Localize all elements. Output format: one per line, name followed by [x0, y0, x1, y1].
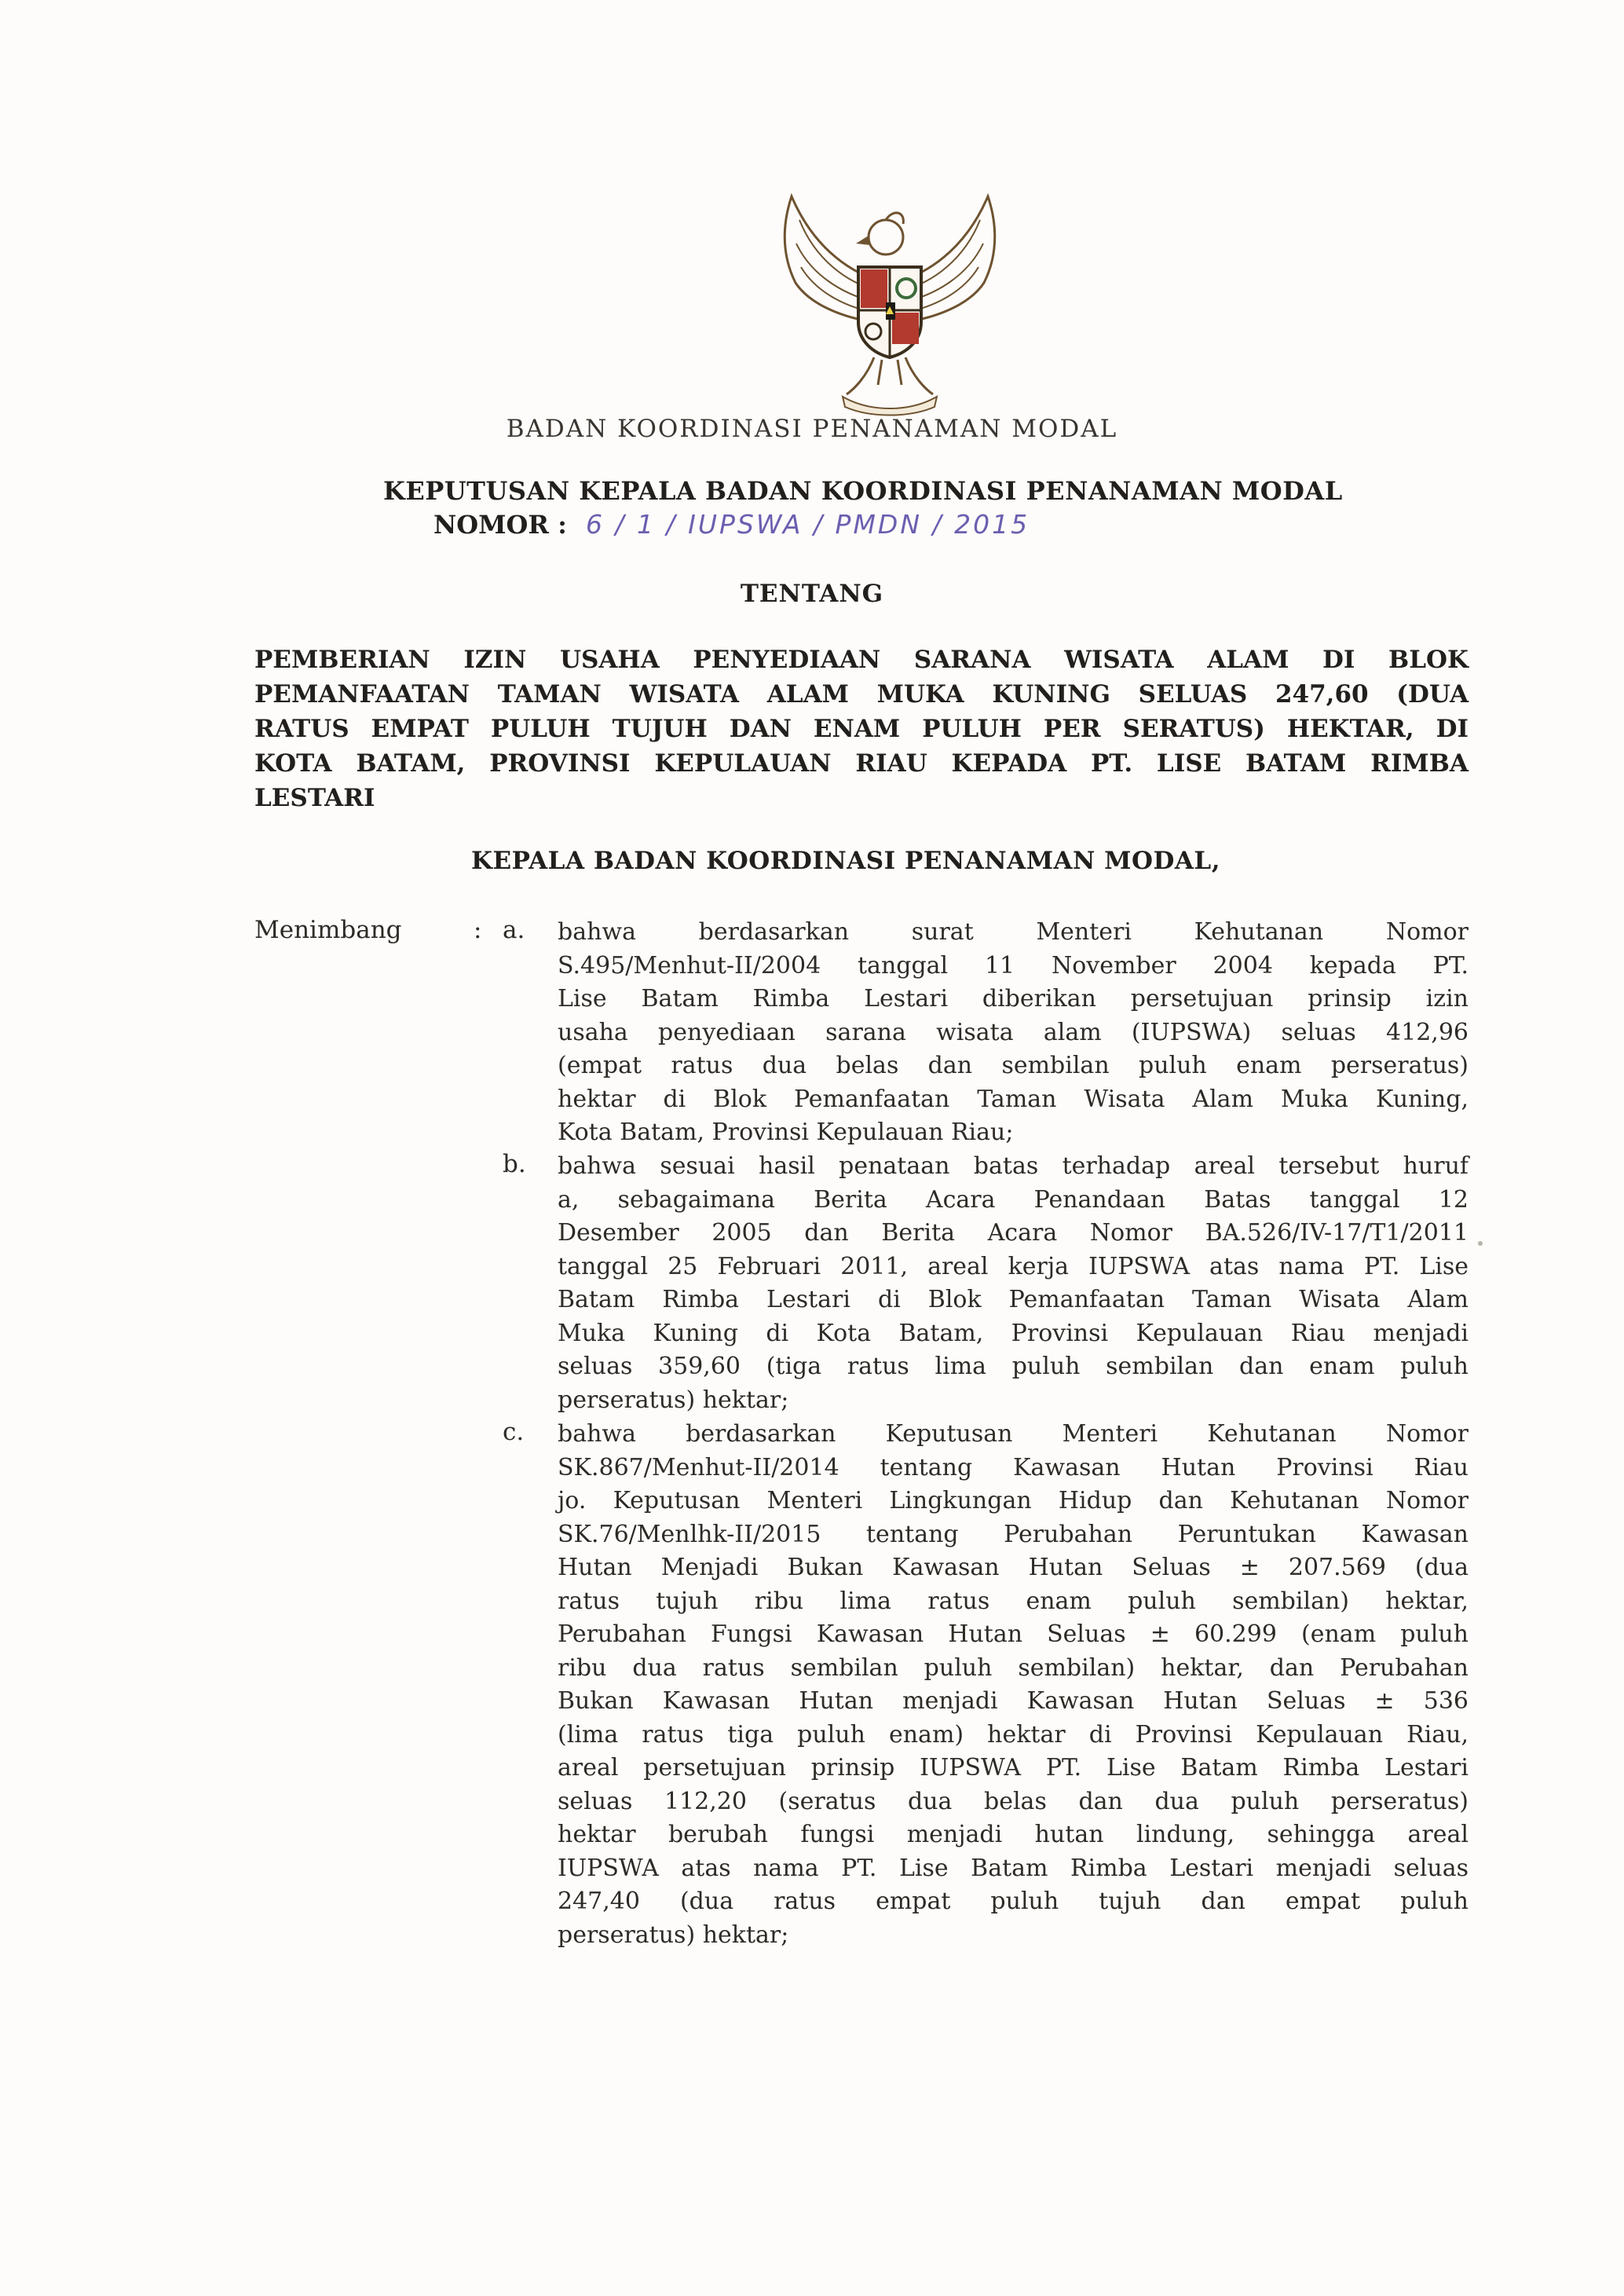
subject-line: LESTARI — [254, 784, 375, 812]
item-line: S.495/Menhut-II/2004 tanggal 11 November 2004 kepada PT. — [558, 951, 1469, 980]
item-line: Perubahan Fungsi Kawasan Hutan Seluas ± 60.299 (enam puluh — [558, 1620, 1469, 1648]
item-line: usaha penyediaan sarana wisata alam (IUPSWA) seluas 412,96 — [558, 1018, 1469, 1046]
item-line: seluas 359,60 (tiga ratus lima puluh sembilan dan enam puluh — [558, 1353, 1469, 1380]
decree-subject — [254, 643, 1469, 815]
considering-colon: : — [474, 916, 482, 944]
item-line: areal persetujuan prinsip IUPSWA PT. Lise Batam Rimba Lestari — [558, 1754, 1469, 1782]
decree-number-handwritten: 6 / 1 / IUPSWA / PMDN / 2015 — [585, 509, 1030, 540]
item-line: jo. Keputusan Menteri Lingkungan Hidup dan Kehutanan Nomor — [558, 1487, 1469, 1514]
item-line: tanggal 25 Februari 2011, areal kerja IUPSWA atas nama PT. Lise — [558, 1252, 1469, 1280]
item-line: seluas 112,20 (seratus dua belas dan dua puluh perseratus) — [558, 1787, 1469, 1815]
agency-name: BADAN KOORDINASI PENANAMAN MODAL — [506, 415, 1118, 443]
item-line: ratus tujuh ribu lima ratus enam puluh sembilan) hektar, — [558, 1587, 1469, 1615]
decree-number-label: NOMOR : — [433, 510, 567, 540]
item-line: Desember 2005 dan Berita Acara Nomor BA.526/IV-17/T1/2011 — [558, 1219, 1469, 1247]
head-official-title: KEPALA BADAN KOORDINASI PENANAMAN MODAL, — [471, 847, 1221, 875]
item-text — [558, 1418, 1469, 1952]
item-text — [558, 1150, 1469, 1417]
subject-line: PEMANFAATAN TAMAN WISATA ALAM MUKA KUNING SELUAS 247,60 (DUA — [254, 680, 1469, 709]
item-letter: a. — [503, 916, 525, 944]
subject-line: KOTA BATAM, PROVINSI KEPULAUAN RIAU KEPADA PT. LISE BATAM RIMBA — [254, 749, 1469, 778]
item-line: hektar berubah fungsi menjadi hutan lindung, sehingga areal — [558, 1821, 1469, 1848]
item-line: perseratus) hektar; — [558, 1386, 789, 1414]
considering-label: Menimbang — [254, 916, 402, 944]
item-line: bahwa sesuai hasil penataan batas terhadap areal tersebut huruf — [558, 1152, 1469, 1180]
item-line: bahwa berdasarkan surat Menteri Kehutanan Nomor — [558, 918, 1469, 946]
item-line: SK.867/Menhut-II/2014 tentang Kawasan Hutan Provinsi Riau — [558, 1453, 1469, 1481]
item-line: bahwa berdasarkan Keputusan Menteri Kehutanan Nomor — [558, 1420, 1469, 1448]
item-line: Kota Batam, Provinsi Kepulauan Riau; — [558, 1119, 1014, 1146]
garuda-emblem-icon — [768, 189, 1011, 416]
item-line: IUPSWA atas nama PT. Lise Batam Rimba Lestari menjadi seluas — [558, 1854, 1469, 1882]
subject-line: RATUS EMPAT PULUH TUJUH DAN ENAM PULUH PER SERATUS) HEKTAR, DI — [254, 715, 1469, 743]
item-line: a, sebagaimana Berita Acara Penandaan Batas tanggal 12 — [558, 1185, 1469, 1214]
item-line: SK.76/Menlhk-II/2015 tentang Perubahan Peruntukan Kawasan — [558, 1520, 1469, 1548]
item-line: Bukan Kawasan Hutan menjadi Kawasan Hutan Seluas ± 536 — [558, 1687, 1469, 1715]
item-line: (empat ratus dua belas dan sembilan puluh enam perseratus) — [558, 1052, 1469, 1079]
subject-line: PEMBERIAN IZIN USAHA PENYEDIAAN SARANA WISATA ALAM DI BLOK — [254, 646, 1469, 674]
decree-number-row — [433, 509, 1030, 540]
item-text — [558, 916, 1469, 1150]
item-line: perseratus) hektar; — [558, 1921, 789, 1949]
item-letter: b. — [503, 1150, 526, 1178]
scan-speck — [1478, 1241, 1483, 1246]
item-line: Batam Rimba Lestari di Blok Pemanfaatan Taman Wisata Alam — [558, 1286, 1469, 1313]
item-line: ribu dua ratus sembilan puluh sembilan) hektar, dan Perubahan — [558, 1653, 1469, 1682]
item-line: Lise Batam Rimba Lestari diberikan persetujuan prinsip izin — [558, 985, 1469, 1013]
section-heading-tentang: TENTANG — [740, 580, 884, 608]
item-letter: c. — [503, 1418, 525, 1446]
item-line: hektar di Blok Pemanfaatan Taman Wisata Alam Muka Kuning, — [558, 1085, 1469, 1113]
decree-title: KEPUTUSAN KEPALA BADAN KOORDINASI PENANAMAN MODAL — [383, 476, 1343, 506]
item-line: (lima ratus tiga puluh enam) hektar di Provinsi Kepulauan Riau, — [558, 1720, 1469, 1749]
item-line: Muka Kuning di Kota Batam, Provinsi Kepulauan Riau menjadi — [558, 1319, 1469, 1347]
item-line: Hutan Menjadi Bukan Kawasan Hutan Seluas ± 207.569 (dua — [558, 1554, 1469, 1581]
item-line: 247,40 (dua ratus empat puluh tujuh dan empat puluh — [558, 1888, 1469, 1915]
